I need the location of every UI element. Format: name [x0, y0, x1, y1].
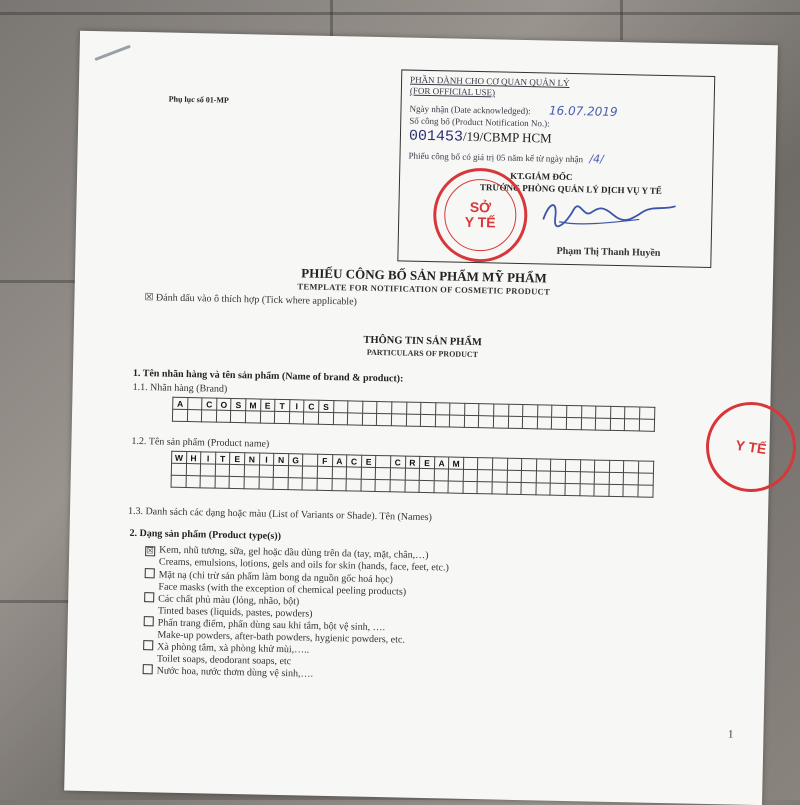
grid-cell	[186, 476, 201, 488]
official-title-vn: PHẦN DÀNH CHO CƠ QUAN QUẢN LÝ	[410, 74, 570, 88]
grid-cell	[450, 415, 465, 427]
product-type-en: Toilet soaps, deodorant soaps, etc	[156, 652, 292, 667]
grid-cell	[507, 470, 522, 482]
brand-label: 1.1. Nhãn hàng (Brand)	[132, 381, 228, 395]
grid-cell	[259, 477, 274, 489]
grid-cell	[624, 461, 639, 473]
grid-cell	[492, 482, 507, 494]
grid-cell	[348, 413, 363, 425]
grid-cell	[609, 484, 624, 496]
grid-cell	[172, 409, 187, 421]
grid-cell	[508, 416, 523, 428]
grid-cell	[318, 412, 333, 424]
grid-cell	[463, 469, 478, 481]
grid-cell: G	[288, 454, 303, 466]
grid-cell: C	[304, 400, 319, 412]
section2-heading: 2. Dạng sản phẩm (Product type(s))	[129, 527, 282, 543]
grid-cell	[625, 419, 640, 431]
grid-cell	[273, 465, 288, 477]
grid-cell	[536, 483, 551, 495]
grid-cell	[346, 467, 361, 479]
product-type-en: Make-up powders, after-bath powders, hygienic powders, etc.	[157, 628, 406, 646]
grid-cell	[332, 479, 347, 491]
grid-cell	[215, 464, 230, 476]
grid-cell	[333, 413, 348, 425]
grid-cell: I	[289, 400, 304, 412]
notif-label: Số công bố (Product Notification No.):	[409, 115, 550, 129]
particulars-title-vn: THÔNG TIN SẢN PHẨM	[363, 334, 483, 349]
grid-cell	[625, 407, 640, 419]
grid-cell	[565, 483, 580, 495]
grid-cell	[273, 477, 288, 489]
grid-cell	[332, 467, 347, 479]
grid-cell	[521, 471, 536, 483]
particulars-title-en: PARTICULARS OF PRODUCT	[366, 347, 479, 360]
product-type-vn: Kem, nhũ tương, sữa, gel hoặc dầu dùng trên da (tay, mặt, chân,…)	[159, 544, 429, 562]
grid-cell	[580, 460, 595, 472]
grid-cell	[390, 468, 405, 480]
product-type-item	[143, 664, 314, 680]
grid-cell: E	[420, 456, 435, 468]
grid-cell	[551, 471, 566, 483]
validity-label: Phiếu công bố có giá trị 05 năm kể từ ngày nhận	[408, 150, 584, 165]
grid-cell	[624, 473, 639, 485]
grid-cell	[390, 480, 405, 492]
grid-cell	[596, 406, 611, 418]
grid-cell: H	[186, 452, 201, 464]
grid-cell	[639, 419, 654, 431]
grid-cell	[303, 454, 318, 466]
grid-cell: S	[231, 398, 246, 410]
product-type-item	[143, 640, 310, 667]
grid-cell	[463, 457, 478, 469]
grid-cell	[215, 476, 230, 488]
grid-cell	[186, 464, 201, 476]
grid-cell	[289, 412, 304, 424]
official-use-box	[397, 69, 715, 268]
grid-cell	[361, 467, 376, 479]
grid-cell: C	[347, 455, 362, 467]
grid-cell: C	[202, 398, 217, 410]
product-type-en: Creams, emulsions, lotions, gels and oils for skin (hands, face, feet, etc.)	[158, 556, 449, 574]
grid-cell: I	[201, 452, 216, 464]
checkbox-icon[interactable]: ☒	[146, 546, 154, 556]
grid-cell	[362, 401, 377, 413]
grid-cell	[216, 410, 231, 422]
grid-cell	[348, 401, 363, 413]
grid-cell	[580, 484, 595, 496]
grid-cell	[419, 480, 434, 492]
grid-cell	[507, 458, 522, 470]
grid-cell: E	[260, 399, 275, 411]
grid-cell	[610, 418, 625, 430]
grid-cell	[595, 460, 610, 472]
grid-cell	[303, 466, 318, 478]
grid-cell	[171, 463, 186, 475]
product-type-vn: Nước hoa, nước thơm dùng vệ sinh,….	[156, 665, 314, 680]
grid-cell	[567, 405, 582, 417]
product-type-vn: Các chất phủ màu (lỏng, nhão, bột)	[158, 593, 300, 608]
grid-cell	[552, 417, 567, 429]
grid-cell	[550, 483, 565, 495]
grid-cell	[260, 411, 275, 423]
grid-cell	[449, 469, 464, 481]
grid-cell: E	[230, 452, 245, 464]
product-type-en: Face masks (with the exception of chemical peeling products)	[158, 580, 407, 598]
director-line2: TRƯỞNG PHÒNG QUẢN LÝ DỊCH VỤ Y TẾ	[479, 182, 662, 196]
grid-cell: I	[259, 453, 274, 465]
grid-cell	[492, 470, 507, 482]
product-label: 1.2. Tên sản phẩm (Product name)	[131, 435, 270, 450]
grid-cell	[638, 485, 653, 497]
official-seal: SỞ Y TẾ	[432, 167, 528, 263]
grid-cell: A	[173, 397, 188, 409]
grid-cell	[187, 410, 202, 422]
checkbox-icon[interactable]	[145, 568, 155, 578]
grid-cell	[610, 406, 625, 418]
form-title-vn: PHIẾU CÔNG BỐ SẢN PHẨM MỸ PHẨM	[301, 265, 547, 286]
tick-instruction-text: Đánh dấu vào ô thích hợp (Tick where applicable)	[155, 292, 358, 308]
grid-cell	[536, 471, 551, 483]
grid-cell	[434, 481, 449, 493]
grid-cell	[638, 461, 653, 473]
grid-cell	[419, 468, 434, 480]
grid-cell	[230, 464, 245, 476]
grid-cell	[448, 481, 463, 493]
grid-cell: A	[434, 457, 449, 469]
grid-cell	[377, 413, 392, 425]
grid-cell	[464, 415, 479, 427]
grid-cell	[565, 471, 580, 483]
grid-cell	[317, 466, 332, 478]
date-label: Ngày nhận (Date acknowledged):	[409, 103, 531, 117]
grid-cell	[477, 482, 492, 494]
checked-box-icon: ☒	[144, 292, 154, 304]
grid-cell	[596, 418, 611, 430]
grid-cell	[580, 472, 595, 484]
grid-cell: M	[246, 399, 261, 411]
grid-cell	[435, 403, 450, 415]
grid-cell	[229, 476, 244, 488]
tick-instruction	[144, 292, 357, 307]
director-line1: KT.GIÁM ĐỐC	[510, 170, 573, 183]
grid-cell: E	[361, 455, 376, 467]
grid-cell	[302, 478, 317, 490]
product-grid	[171, 451, 654, 498]
staple-icon	[94, 45, 131, 61]
grid-cell	[566, 417, 581, 429]
grid-cell	[464, 403, 479, 415]
grid-cell	[537, 417, 552, 429]
grid-cell	[494, 404, 509, 416]
notif-number: 001453	[408, 127, 464, 146]
grid-cell	[609, 472, 624, 484]
signature-icon	[539, 191, 680, 234]
grid-cell	[420, 414, 435, 426]
grid-cell	[200, 464, 215, 476]
grid-cell	[521, 483, 536, 495]
grid-cell	[435, 415, 450, 427]
grid-cell	[478, 458, 493, 470]
grid-cell	[361, 479, 376, 491]
grid-cell	[376, 455, 391, 467]
grid-cell: O	[216, 398, 231, 410]
signer-name: Phạm Thị Thanh Huyền	[556, 245, 661, 259]
grid-cell	[493, 458, 508, 470]
grid-cell	[171, 475, 186, 487]
page-number: 1	[727, 728, 734, 741]
grid-cell	[640, 407, 655, 419]
product-type-vn: Phấn trang điểm, phấn dùng sau khi tắm, bột vệ sinh, ….	[157, 617, 386, 634]
official-title-en: (FOR OFFICIAL USE)	[409, 85, 496, 98]
grid-cell	[288, 466, 303, 478]
checkbox-icon[interactable]	[144, 616, 154, 626]
grid-cell	[259, 465, 274, 477]
section1-heading: 1. Tên nhãn hàng và tên sản phẩm (Name of brand & product):	[132, 367, 404, 385]
grid-cell	[231, 410, 246, 422]
grid-cell	[609, 460, 624, 472]
grid-cell	[405, 468, 420, 480]
grid-cell	[581, 418, 596, 430]
checkbox-icon[interactable]	[143, 640, 153, 650]
brand-grid	[172, 397, 655, 432]
second-seal-partial: Y TẾ	[700, 396, 800, 498]
grid-cell	[508, 404, 523, 416]
checkbox-icon[interactable]	[143, 664, 153, 674]
grid-cell	[275, 411, 290, 423]
grid-cell	[522, 459, 537, 471]
grid-cell	[565, 459, 580, 471]
grid-cell	[362, 413, 377, 425]
grid-cell	[376, 467, 391, 479]
grid-cell	[406, 402, 421, 414]
grid-cell	[200, 476, 215, 488]
product-type-vn: Mặt nạ (chỉ trừ sản phẩm làm bong da nguồn gốc hoá học)	[158, 569, 394, 586]
grid-cell	[187, 398, 202, 410]
grid-cell	[478, 470, 493, 482]
grid-cell	[391, 414, 406, 426]
grid-cell	[244, 465, 259, 477]
grid-cell	[421, 402, 436, 414]
product-type-item	[144, 592, 313, 620]
grid-cell	[581, 406, 596, 418]
product-type-vn: Xà phòng tắm, xà phòng khử mùi,…..	[157, 641, 310, 656]
grid-cell	[392, 402, 407, 414]
grid-cell	[552, 405, 567, 417]
grid-cell	[434, 469, 449, 481]
grid-cell	[346, 479, 361, 491]
grid-cell	[245, 411, 260, 423]
grid-cell	[377, 401, 392, 413]
grid-cell	[288, 478, 303, 490]
grid-cell: A	[332, 455, 347, 467]
grid-cell	[317, 478, 332, 490]
grid-cell	[638, 473, 653, 485]
grid-cell	[594, 484, 609, 496]
grid-cell	[333, 401, 348, 413]
grid-cell	[479, 416, 494, 428]
grid-cell	[537, 405, 552, 417]
notif-suffix: /19/CBMP HCM	[462, 128, 552, 146]
grid-cell: C	[390, 456, 405, 468]
grid-cell	[523, 405, 538, 417]
grid-cell	[551, 459, 566, 471]
validity-mark: /4/	[589, 152, 604, 166]
grid-cell	[463, 481, 478, 493]
grid-cell: T	[275, 399, 290, 411]
grid-cell	[244, 477, 259, 489]
product-type-en: Tinted bases (liquids, pastes, powders)	[157, 604, 313, 620]
form-title-en: TEMPLATE FOR NOTIFICATION OF COSMETIC PRODUCT	[297, 281, 551, 297]
grid-cell: S	[319, 400, 334, 412]
grid-cell: R	[405, 456, 420, 468]
grid-cell	[404, 480, 419, 492]
grid-cell	[202, 410, 217, 422]
grid-cell	[479, 404, 494, 416]
checkbox-icon[interactable]	[144, 592, 154, 602]
grid-cell	[507, 482, 522, 494]
grid-cell	[493, 416, 508, 428]
grid-cell: T	[215, 452, 230, 464]
grid-cell	[375, 479, 390, 491]
grid-cell	[536, 459, 551, 471]
date-value: 16.07.2019	[548, 103, 618, 119]
grid-cell: W	[172, 451, 187, 463]
grid-cell	[304, 412, 319, 424]
grid-cell: M	[449, 457, 464, 469]
grid-cell	[594, 472, 609, 484]
grid-cell: N	[244, 453, 259, 465]
grid-cell: N	[274, 453, 289, 465]
grid-cell: F	[317, 454, 332, 466]
document-page	[64, 31, 778, 805]
annex-label: Phụ lục số 01-MP	[168, 94, 229, 105]
grid-cell	[623, 485, 638, 497]
variants-label: 1.3. Danh sách các dạng hoặc màu (List of Variants or Shade). Tên (Names)	[127, 505, 433, 524]
grid-cell	[523, 417, 538, 429]
grid-cell	[406, 414, 421, 426]
grid-cell	[450, 403, 465, 415]
